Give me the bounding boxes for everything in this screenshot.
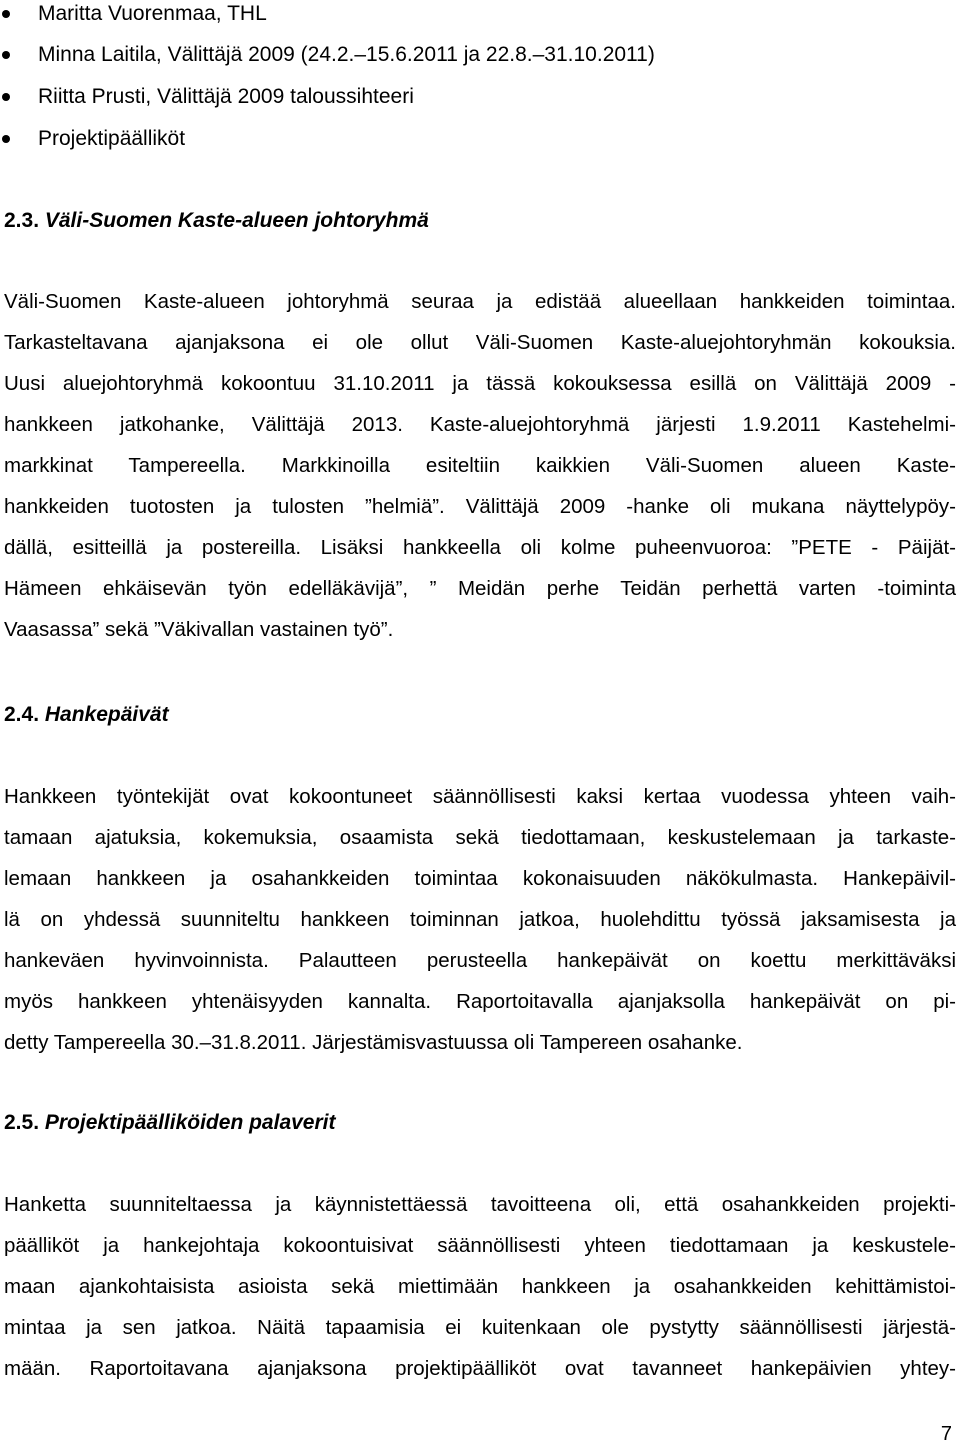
text-line: myös hankkeen yhtenäisyyden kannalta. Raportoitavalla ajanjaksolla hankepäivät on pi- xyxy=(4,990,956,1013)
section-title: Projektipäälliköiden palaverit xyxy=(44,1111,336,1134)
section-heading-2-5 xyxy=(4,1108,335,1138)
text-line: maan ajankohtaisista asioista sekä miettimään hankkeen ja osahankkeiden kehittämistoi- xyxy=(4,1275,956,1298)
section-heading-2-4 xyxy=(4,700,169,730)
text-line: hankeväen hyvinvoinnista. Palautteen perusteella hankepäivät on koettu merkittäväksi xyxy=(4,949,956,972)
section-heading-2-3 xyxy=(4,206,429,236)
bullet-icon xyxy=(2,135,10,143)
bullet-text: Riitta Prusti, Välittäjä 2009 taloussihteeri xyxy=(38,85,414,108)
bullet-text: Minna Laitila, Välittäjä 2009 (24.2.–15.6.2011 ja 22.8.–31.10.2011) xyxy=(38,43,655,66)
section-title: Hankepäivät xyxy=(44,703,169,726)
section-2-5-paragraph xyxy=(4,1184,956,1389)
text-line: Uusi aluejohtoryhmä kokoontuu 31.10.2011 ja tässä kokouksessa esillä on Välittäjä 2009 - xyxy=(4,372,956,395)
text-line: markkinat Tampereella. Markkinoilla esiteltiin kaikkien Väli-Suomen alueen Kaste- xyxy=(4,454,956,477)
section-2-4-paragraph xyxy=(4,776,956,1063)
section-number: 2.4. xyxy=(4,703,40,726)
text-line: Hankkeen työntekijät ovat kokoontuneet säännöllisesti kaksi kertaa vuodessa yhteen vaih- xyxy=(4,785,956,808)
text-line: Väli-Suomen Kaste-alueen johtoryhmä seuraa ja edistää alueellaan hankkeiden toimintaa. xyxy=(4,290,956,313)
section-title: Väli-Suomen Kaste-alueen johtoryhmä xyxy=(44,209,429,232)
text-line: tamaan ajatuksia, kokemuksia, osaamista sekä tiedottamaan, keskustelemaan ja tarkaste- xyxy=(4,826,956,849)
text-line: detty Tampereella 30.–31.8.2011. Järjestämisvastuussa oli Tampereen osahanke. xyxy=(4,1031,743,1054)
page-number: 7 xyxy=(940,1423,952,1445)
text-line: mintaa ja sen jatkoa. Näitä tapaamisia ei kuitenkaan ole pystytty säännöllisesti järjestä- xyxy=(4,1316,956,1339)
section-number: 2.3. xyxy=(4,209,40,232)
text-line: Hämeen ehkäisevän työn edelläkävijä”, ” Meidän perhe Teidän perhettä varten -toiminta xyxy=(4,577,956,600)
text-line: mään. Raportoitavana ajanjaksona projektipäälliköt ovat tavanneet hankepäivien yhtey- xyxy=(4,1357,956,1380)
text-line: päälliköt ja hankejohtaja kokoontuisivat säännöllisesti yhteen tiedottamaan ja keskustele- xyxy=(4,1234,956,1257)
text-line: lä on yhdessä suunniteltu hankkeen toiminnan jatkoa, huolehdittu työssä jaksamisesta ja xyxy=(4,908,956,931)
bullet-text: Projektipäälliköt xyxy=(38,127,186,150)
section-number: 2.5. xyxy=(4,1111,40,1134)
text-line: hankkeiden tuotosten ja tulosten ”helmiä”. Välittäjä 2009 -hanke oli mukana näyttelypöy- xyxy=(4,495,956,518)
bullet-icon xyxy=(2,93,10,101)
text-line: dällä, esitteillä ja postereilla. Lisäksi hankkeella oli kolme puheenvuoroa: ”PETE - Päijät- xyxy=(4,536,956,559)
text-line: Tarkasteltavana ajanjaksona ei ole ollut Väli-Suomen Kaste-aluejohtoryhmän kokouksia. xyxy=(4,331,956,354)
text-line: Vaasassa” sekä ”Väkivallan vastainen työ”. xyxy=(4,618,394,641)
text-line: hankkeen jatkohanke, Välittäjä 2013. Kaste-aluejohtoryhmä järjesti 1.9.2011 Kastehelmi- xyxy=(4,413,956,436)
bullet-text: Maritta Vuorenmaa, THL xyxy=(38,2,267,25)
bullet-icon xyxy=(2,51,10,59)
text-line: lemaan hankkeen ja osahankkeiden toimintaa kokonaisuuden näkökulmasta. Hankepäivil- xyxy=(4,867,956,890)
text-line: Hanketta suunniteltaessa ja käynnistettäessä tavoitteena oli, että osahankkeiden projekti- xyxy=(4,1193,956,1216)
bullet-icon xyxy=(2,10,10,18)
section-2-3-paragraph xyxy=(4,281,956,650)
